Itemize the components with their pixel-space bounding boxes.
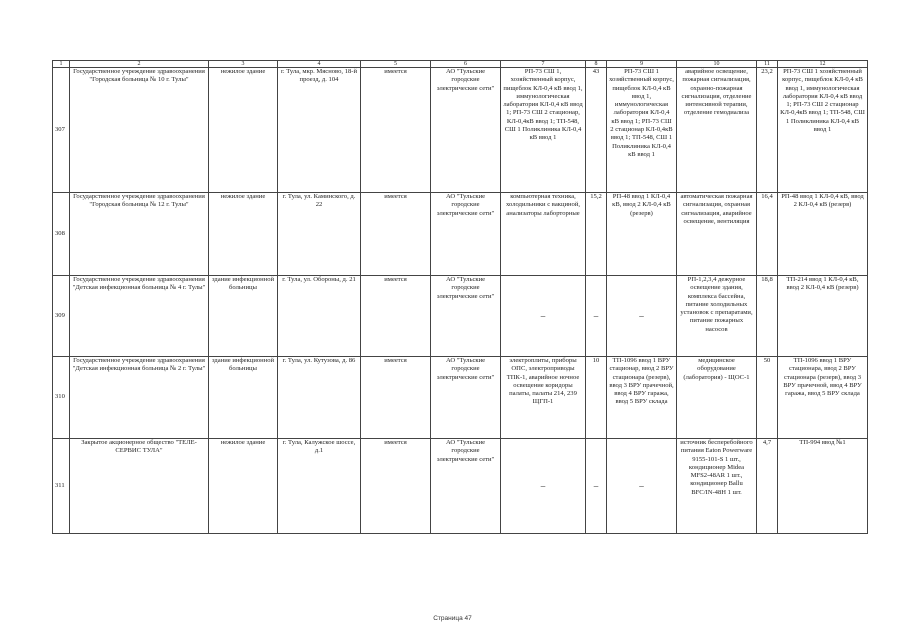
organization-name: Государственное учреждение здравоохранения "Городская больница № 12 г. Тулы" (70, 193, 209, 276)
feed-source: – (607, 439, 677, 534)
critical-consumers: автоматическая пожарная сигнализация, охранная сигнализация, аварийное освещение, вентиляция (677, 193, 757, 276)
critical-consumers: источник бесперебойного питания Eaton Powerware 9155-101-S 1 шт., кондиционер Midea MFS2-48AR 1 шт., кондиционер Ballu BFC/IN-48H 1 шт. (677, 439, 757, 534)
row-number: 307 (53, 68, 70, 193)
address: г. Тула, ул. Обороны, д. 21 (278, 276, 361, 357)
column-number: 4 (278, 61, 361, 68)
status: имеется (361, 357, 431, 439)
table-row (53, 357, 868, 439)
column-number: 7 (501, 61, 586, 68)
column-number: 5 (361, 61, 431, 68)
building-type: нежилое здание (209, 68, 278, 193)
building-type: нежилое здание (209, 193, 278, 276)
power-value: – (586, 276, 607, 357)
feed-source-2: РП-73 СШ 1 хозяйственный корпус, пищеблок КЛ-0,4 кВ ввод 1, иммунологическая лаборатория КЛ-0,4 кВ ввод 1; РП-73 СШ 2 стационар КЛ-0,4кВ ввод 1; ТП-548, СШ 1 Поликлиника КЛ-0,4 кВ ввод 1 (778, 68, 868, 193)
building-type: здание инфекционной больницы (209, 357, 278, 439)
column-number: 2 (70, 61, 209, 68)
grid-supplier: АО "Тульские городские электрические сети" (431, 439, 501, 534)
organization-name: Государственное учреждение здравоохранения "Городская больница № 10 г. Тулы" (70, 68, 209, 193)
feed-source-2: ТП-214 ввод 1 КЛ-0,4 кВ, ввод 2 КЛ-0,4 кВ (резерв) (778, 276, 868, 357)
organization-name: Государственное учреждение здравоохранения "Детская инфекционная больница № 4 г. Тулы" (70, 276, 209, 357)
table-row (53, 276, 868, 357)
organization-name: Закрытое акционерное общество "ТЕЛЕ-СЕРВИС ТУЛА" (70, 439, 209, 534)
status: имеется (361, 276, 431, 357)
row-number: 308 (53, 193, 70, 276)
grid-supplier: АО "Тульские городские электрические сети" (431, 193, 501, 276)
page-number: Страница 47 (433, 615, 472, 622)
power-value: 43 (586, 68, 607, 193)
equipment: – (501, 276, 586, 357)
table-row (53, 193, 868, 276)
power-value-2: 4,7 (757, 439, 778, 534)
column-number: 1 (53, 61, 70, 68)
building-type: нежилое здание (209, 439, 278, 534)
critical-consumers: аварийное освещение, пожарная сигнализация, охранно-пожарная сигнализация, отделение интенсивной терапии, отделение гемодиализа (677, 68, 757, 193)
status: имеется (361, 439, 431, 534)
address: г. Тула, Калужское шоссе, д.1 (278, 439, 361, 534)
address: г. Тула, ул. Каминского, д. 22 (278, 193, 361, 276)
feed-source: РП-73 СШ 1 хозяйственный корпус, пищеблок КЛ-0,4 кВ ввод 1, иммунологическая лаборатория КЛ-0,4 кВ ввод 1; РП-73 СШ 2 стационар КЛ-0,4кВ ввод 1; ТП-548, СШ 1 Поликлиника КЛ-0,4 кВ ввод 1 (607, 68, 677, 193)
power-value-2: 50 (757, 357, 778, 439)
power-value: – (586, 439, 607, 534)
address: г. Тула, ул. Кутузова, д. 86 (278, 357, 361, 439)
equipment: электроплиты, приборы ОПС, электроприводы ТПК-1, аварийное ночное освещение коридоры палаты, палаты 214, 239 ЩГП-1 (501, 357, 586, 439)
column-number: 10 (677, 61, 757, 68)
column-number: 8 (586, 61, 607, 68)
grid-supplier: АО "Тульские городские электрические сети" (431, 68, 501, 193)
column-number-row (53, 61, 868, 68)
equipment: РП-73 СШ 1, хозяйственный корпус, пищеблок КЛ-0,4 кВ ввод 1, иммунологическая лаборатория КЛ-0,4 кВ ввод 1; РП-73 СШ 2 стационар, КЛ-0,4кВ ввод 1; ТП-548, СШ 1 Поликлиника КЛ-0,4 кВ ввод 1 (501, 68, 586, 193)
feed-source: – (607, 276, 677, 357)
column-number: 3 (209, 61, 278, 68)
column-number: 11 (757, 61, 778, 68)
facilities-table (52, 60, 868, 534)
row-number: 311 (53, 439, 70, 534)
building-type: здание инфекционной больницы (209, 276, 278, 357)
critical-consumers: РП-1,2,3,4 дежурное освещение здания, комплекса бассейна, питание холодильных установок с препаратами, питание пожарных насосов (677, 276, 757, 357)
grid-supplier: АО "Тульские городские электрические сети" (431, 357, 501, 439)
power-value-2: 23,2 (757, 68, 778, 193)
feed-source-2: ТП-1096 ввод 1 ВРУ стационара, ввод 2 ВРУ стационара (резерв), ввод 3 ВРУ прачечной, ввод 4 ВРУ гаража, ввод 5 ВРУ склада (778, 357, 868, 439)
address: г. Тула, мкр. Мясново, 18-й проезд, д. 104 (278, 68, 361, 193)
critical-consumers: медицинское оборудование (лаборатория) - ЩОС-1 (677, 357, 757, 439)
feed-source-2: РП-48 ввод 1 КЛ-0,4 кВ, ввод 2 КЛ-0,4 кВ (резерв) (778, 193, 868, 276)
power-value: 15,2 (586, 193, 607, 276)
feed-source-2: ТП-994 ввод №1 (778, 439, 868, 534)
column-number: 6 (431, 61, 501, 68)
feed-source: РП-48 ввод 1 КЛ-0,4 кВ, ввод 2 КЛ-0,4 кВ (резерв) (607, 193, 677, 276)
grid-supplier: АО "Тульские городские электрические сети" (431, 276, 501, 357)
equipment: компьютерная техника, холодильники с вакциной, анализаторы лаборторные (501, 193, 586, 276)
power-value-2: 18,8 (757, 276, 778, 357)
column-number: 12 (778, 61, 868, 68)
column-number: 9 (607, 61, 677, 68)
feed-source: ТП-1096 ввод 1 ВРУ стационар, ввод 2 ВРУ стационара (резерв), ввод 3 ВРУ прачечной, ввод 4 ВРУ гаража, ввод 5 ВРУ склада (607, 357, 677, 439)
organization-name: Государственное учреждение здравоохранения "Детская инфекционная больница № 2 г. Тулы" (70, 357, 209, 439)
table-row (53, 439, 868, 534)
row-number: 309 (53, 276, 70, 357)
power-value: 10 (586, 357, 607, 439)
status: имеется (361, 68, 431, 193)
power-value-2: 16,4 (757, 193, 778, 276)
equipment: – (501, 439, 586, 534)
row-number: 310 (53, 357, 70, 439)
status: имеется (361, 193, 431, 276)
table-row (53, 68, 868, 193)
